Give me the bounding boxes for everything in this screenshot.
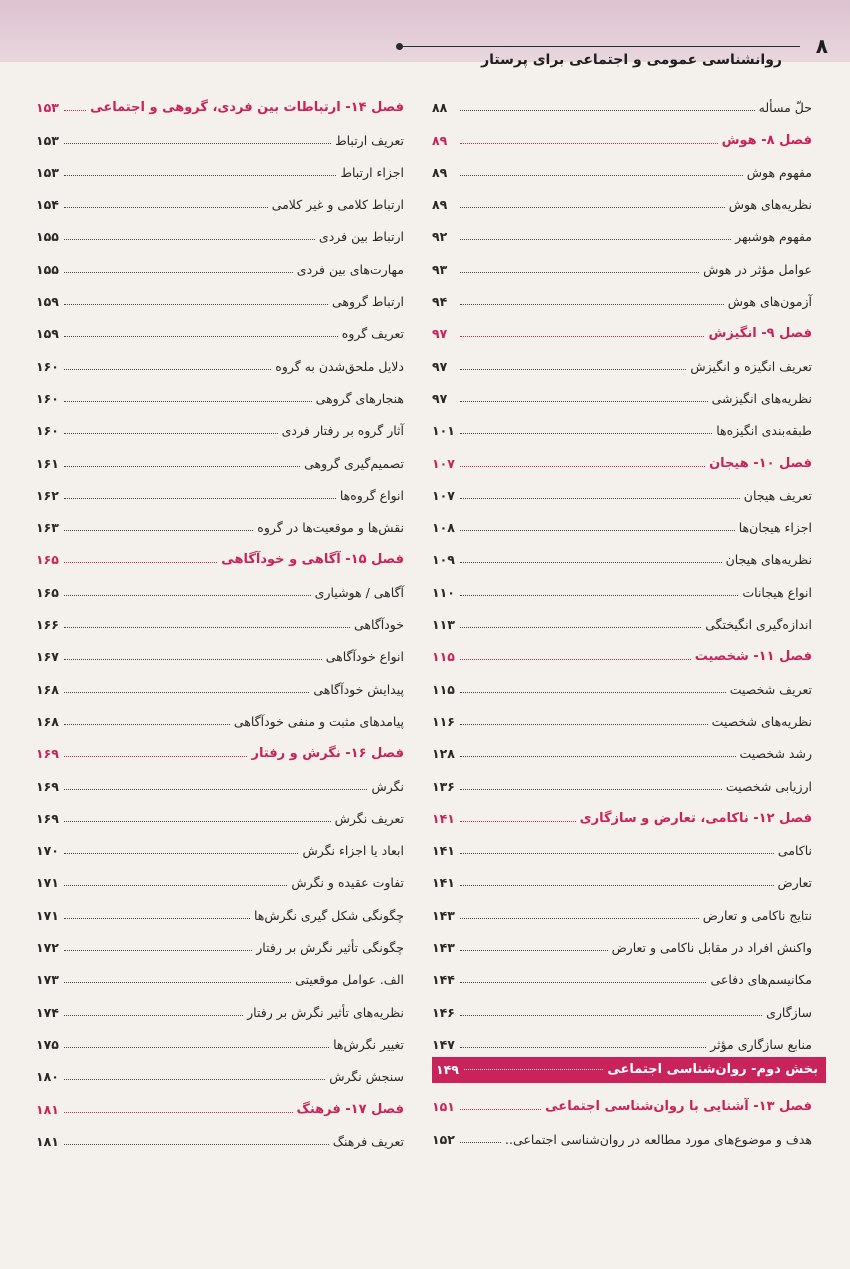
toc-entry-row[interactable] xyxy=(36,151,404,183)
dot-leader xyxy=(460,433,712,434)
dot-leader xyxy=(64,304,328,305)
toc-title: ارتباط کلامی و غیر کلامی xyxy=(271,197,404,213)
dot-leader xyxy=(64,756,247,757)
dot-leader xyxy=(460,239,731,240)
toc-entry-row[interactable] xyxy=(432,377,812,409)
toc-entry-row[interactable] xyxy=(432,506,812,538)
dot-leader xyxy=(64,692,309,693)
toc-title: چگونگی تأثیر نگرش بر رفتار xyxy=(256,940,404,956)
dot-leader xyxy=(460,659,691,660)
dot-leader xyxy=(64,821,331,822)
toc-title: نقش‌ها و موقعیت‌ها در گروه xyxy=(257,520,404,536)
dot-leader xyxy=(460,562,722,563)
toc-title: نگرش xyxy=(371,778,404,794)
toc-page-number: ۱۰۷ xyxy=(432,487,455,503)
dot-leader xyxy=(64,433,278,434)
dot-leader xyxy=(464,1069,603,1070)
toc-page-number: ۱۷۰ xyxy=(36,843,59,859)
toc-entry-row[interactable] xyxy=(36,474,404,506)
toc-entry-row[interactable] xyxy=(36,893,404,925)
dot-leader xyxy=(64,562,217,563)
toc-chapter-row[interactable] xyxy=(36,86,404,118)
toc-page-number: ۱۳۶ xyxy=(432,778,455,794)
toc-chapter-row[interactable] xyxy=(432,1085,812,1117)
toc-page-number: ۱۶۲ xyxy=(36,487,59,503)
toc-entry-row[interactable] xyxy=(432,764,812,796)
toc-entry-row[interactable] xyxy=(432,151,812,183)
toc-page-number: ۱۶۸ xyxy=(36,713,59,729)
dot-leader xyxy=(460,950,608,951)
dot-leader xyxy=(460,1047,706,1048)
toc-entry-row[interactable] xyxy=(36,1023,404,1055)
toc-entry-row[interactable] xyxy=(432,280,812,312)
toc-title: فصل ۱۲- ناکامی، تعارض و سازگاری xyxy=(579,810,812,826)
toc-page-number: ۱۵۴ xyxy=(36,197,59,213)
toc-entry-row[interactable] xyxy=(36,829,404,861)
dot-leader xyxy=(460,369,686,370)
toc-page-number: ۱۶۰ xyxy=(36,423,59,439)
page-number: ۸ xyxy=(815,34,828,58)
toc-section-row[interactable] xyxy=(432,1057,826,1083)
toc-entry-row[interactable] xyxy=(36,797,404,829)
dot-leader xyxy=(64,336,338,337)
toc-title: آگاهی / هوشیاری xyxy=(314,584,404,600)
toc-title: حلّ مسأله xyxy=(758,100,812,116)
toc-entry-row[interactable] xyxy=(432,732,812,764)
dot-leader xyxy=(460,1142,501,1143)
toc-title: مکانیسم‌های دفاعی xyxy=(710,972,812,988)
toc-page-number: ۱۴۳ xyxy=(432,940,455,956)
dot-leader xyxy=(460,498,740,499)
toc-title: تعریف انگیزه و انگیزش xyxy=(690,358,812,374)
page-header xyxy=(0,36,850,80)
toc-page-number: ۱۱۵ xyxy=(432,649,455,665)
toc-entry-row[interactable] xyxy=(36,764,404,796)
toc-entry-row[interactable] xyxy=(36,1055,404,1087)
dot-leader xyxy=(64,982,291,983)
dot-leader xyxy=(64,1047,329,1048)
toc-title: پیدایش خودآگاهی xyxy=(313,681,404,697)
toc-page-number: ۱۴۷ xyxy=(432,1036,455,1052)
toc-title: بخش دوم- روان‌شناسی اجتماعی xyxy=(607,1062,818,1078)
dot-leader xyxy=(64,143,331,144)
dot-leader xyxy=(460,692,726,693)
toc-entry-row[interactable] xyxy=(36,377,404,409)
toc-title: فصل ۱۵- آگاهی و خودآگاهی xyxy=(221,552,404,568)
dot-leader xyxy=(64,1015,243,1016)
dot-leader xyxy=(460,789,722,790)
toc-page-number: ۱۱۵ xyxy=(432,681,455,697)
toc-title: نظریه‌های تأثیر نگرش بر رفتار xyxy=(247,1004,404,1020)
dot-leader xyxy=(64,724,230,725)
toc-title: فصل ۱۰- هیجان xyxy=(709,455,812,471)
toc-title: تغییر نگرش‌ها xyxy=(333,1036,404,1052)
dot-leader xyxy=(460,982,706,983)
toc-title: نظریه‌های هیجان xyxy=(725,552,812,568)
toc-entry-row[interactable] xyxy=(36,667,404,699)
toc-title: انواع گروه‌ها xyxy=(339,487,404,503)
toc-page-number: ۱۵۳ xyxy=(36,164,59,180)
toc-page-number: ۱۴۴ xyxy=(432,972,455,988)
toc-title: فصل ۱۳- آشنایی با روان‌شناسی اجتماعی xyxy=(545,1099,812,1115)
toc-chapter-row[interactable] xyxy=(36,538,404,570)
dot-leader xyxy=(460,466,705,467)
toc-left-column xyxy=(36,86,404,1152)
toc-title: ارتباط گروهی xyxy=(332,294,404,310)
dot-leader xyxy=(460,853,774,854)
toc-page-number: ۱۶۱ xyxy=(36,455,59,471)
toc-entry-row[interactable] xyxy=(36,1120,404,1152)
toc-page-number: ۱۰۱ xyxy=(432,423,455,439)
toc-entry-row[interactable] xyxy=(36,603,404,635)
toc-page-number: ۱۵۳ xyxy=(36,132,59,148)
toc-entry-row[interactable] xyxy=(432,183,812,215)
toc-entry-row[interactable] xyxy=(432,247,812,279)
toc-page-number: ۱۶۰ xyxy=(36,390,59,406)
toc-entry-row[interactable] xyxy=(36,409,404,441)
toc-page-number: ۱۱۶ xyxy=(432,713,455,729)
toc-page-number: ۱۶۹ xyxy=(36,778,59,794)
toc-title: تصمیم‌گیری گروهی xyxy=(304,455,404,471)
dot-leader xyxy=(460,401,708,402)
toc-page-number: ۱۴۳ xyxy=(432,907,455,923)
dot-leader xyxy=(64,239,315,240)
dot-leader xyxy=(64,595,311,596)
toc-page-number: ۱۵۵ xyxy=(36,229,59,245)
toc-title: تعریف ارتباط xyxy=(335,132,404,148)
toc-page-number: ۱۷۲ xyxy=(36,940,59,956)
dot-leader xyxy=(460,885,774,886)
toc-title: نظریه‌های شخصیت xyxy=(711,713,812,729)
toc-page-number: ۱۶۶ xyxy=(36,617,59,633)
dot-leader xyxy=(64,918,250,919)
toc-page-number: ۸۹ xyxy=(432,197,448,213)
toc-page-number: ۱۵۹ xyxy=(36,294,59,310)
toc-page-number: ۹۷ xyxy=(432,326,448,342)
toc-title: فصل ۹- انگیزش xyxy=(708,326,812,342)
toc-page-number: ۱۶۹ xyxy=(36,746,59,762)
toc-chapter-row[interactable] xyxy=(432,635,812,667)
toc-page-number: ۱۴۹ xyxy=(436,1062,459,1078)
toc-title: چگونگی شکل گیری نگرش‌ها xyxy=(254,907,404,923)
toc-title: هدف و موضوع‌های مورد مطالعه در روان‌شناسی اجتماعی.. xyxy=(505,1131,812,1147)
toc-page-number: ۱۵۳ xyxy=(36,100,59,116)
toc-page-number: ۱۵۱ xyxy=(432,1099,455,1115)
toc-page-number: ۱۴۱ xyxy=(432,875,455,891)
toc-page-number: ۱۸۱ xyxy=(36,1133,59,1149)
toc-chapter-row[interactable] xyxy=(432,797,812,829)
toc-page-number: ۱۰۸ xyxy=(432,520,455,536)
toc-entry-row[interactable] xyxy=(432,958,812,990)
dot-leader xyxy=(460,627,701,628)
toc-chapter-row[interactable] xyxy=(432,118,812,150)
dot-leader xyxy=(460,1015,762,1016)
dot-leader xyxy=(460,530,735,531)
toc-title: انواع هیجانات xyxy=(742,584,812,600)
toc-entry-row[interactable] xyxy=(36,118,404,150)
dot-leader xyxy=(64,853,298,854)
toc-chapter-row[interactable] xyxy=(432,312,812,344)
header-dot xyxy=(396,43,403,50)
book-title: روانشناسی عمومی و اجتماعی برای پرستار xyxy=(481,52,782,68)
toc-page-number: ۱۰۹ xyxy=(432,552,455,568)
toc-entry-row[interactable] xyxy=(36,958,404,990)
toc-title: پیامدهای مثبت و منفی خودآگاهی xyxy=(233,713,404,729)
toc-page-number: ۹۳ xyxy=(432,261,448,277)
toc-entry-row[interactable] xyxy=(432,344,812,376)
toc-page-number: ۱۴۱ xyxy=(432,843,455,859)
dot-leader xyxy=(64,466,300,467)
dot-leader xyxy=(460,110,755,111)
toc-chapter-row[interactable] xyxy=(432,441,812,473)
toc-entry-row[interactable] xyxy=(432,861,812,893)
dot-leader xyxy=(64,272,293,273)
toc-title: مهارت‌های بین فردی xyxy=(296,261,404,277)
toc-title: فصل ۱۱- شخصیت xyxy=(694,649,812,665)
dot-leader xyxy=(460,175,743,176)
toc-page-number: ۱۶۸ xyxy=(36,681,59,697)
toc-title: ناکامی xyxy=(777,843,812,859)
toc-entry-row[interactable] xyxy=(36,344,404,376)
dot-leader xyxy=(460,724,708,725)
toc-page-number: ۱۱۳ xyxy=(432,617,455,633)
toc-entry-row[interactable] xyxy=(432,700,812,732)
toc-entry-row[interactable] xyxy=(36,441,404,473)
toc-title: فصل ۱۶- نگرش و رفتار xyxy=(251,746,404,762)
toc-page-number: ۱۶۵ xyxy=(36,552,59,568)
toc-entry-row[interactable] xyxy=(432,86,812,118)
toc-chapter-row[interactable] xyxy=(36,732,404,764)
toc-page-number: ۱۷۴ xyxy=(36,1004,59,1020)
toc-title: مفهوم هوشبهر xyxy=(735,229,812,245)
toc-title: تعریف فرهنگ xyxy=(332,1133,404,1149)
toc-page-number: ۱۲۸ xyxy=(432,746,455,762)
toc-title: دلایل ملحق‌شدن به گروه xyxy=(275,358,404,374)
toc-entry-row[interactable] xyxy=(432,409,812,441)
dot-leader xyxy=(460,1109,541,1110)
dot-leader xyxy=(64,659,322,660)
toc-title: خودآگاهی xyxy=(354,617,404,633)
toc-entry-row[interactable] xyxy=(432,893,812,925)
toc-page-number: ۱۶۷ xyxy=(36,649,59,665)
toc-page-number: ۱۰۷ xyxy=(432,455,455,471)
toc-page-number: ۹۲ xyxy=(432,229,448,245)
toc-page-number: ۸۹ xyxy=(432,164,448,180)
toc-entry-row[interactable] xyxy=(36,280,404,312)
dot-leader xyxy=(64,885,287,886)
toc-title: طبقه‌بندی انگیزه‌ها xyxy=(716,423,812,439)
toc-entry-row[interactable] xyxy=(432,538,812,570)
toc-title: الف. عوامل موقعیتی xyxy=(295,972,404,988)
toc-entry-row[interactable] xyxy=(36,700,404,732)
toc-page-number: ۱۷۱ xyxy=(36,907,59,923)
toc-title: هنجارهای گروهی xyxy=(315,390,404,406)
toc-page-number: ۱۷۳ xyxy=(36,972,59,988)
toc-page-number: ۱۶۹ xyxy=(36,810,59,826)
toc-entry-row[interactable] xyxy=(432,1117,812,1149)
toc-page-number: ۹۷ xyxy=(432,390,448,406)
toc-page-number: ۱۷۱ xyxy=(36,875,59,891)
toc-title: تعریف شخصیت xyxy=(729,681,812,697)
toc-entry-row[interactable] xyxy=(432,990,812,1022)
toc-entry-row[interactable] xyxy=(36,861,404,893)
toc-title: انواع خودآگاهی xyxy=(325,649,404,665)
toc-entry-row[interactable] xyxy=(432,926,812,958)
toc-entry-row[interactable] xyxy=(432,474,812,506)
toc-title: تفاوت عقیده و نگرش xyxy=(291,875,404,891)
toc-title: اجزاء هیجان‌ها xyxy=(738,520,812,536)
dot-leader xyxy=(64,1144,329,1145)
toc-page-number: ۱۴۶ xyxy=(432,1004,455,1020)
toc-title: ابعاد یا اجزاء نگرش xyxy=(302,843,404,859)
toc-title: تعریف هیجان xyxy=(743,487,812,503)
toc-page-number: ۱۸۰ xyxy=(36,1069,59,1085)
toc-title: اجزاء ارتباط xyxy=(340,164,404,180)
toc-page-number: ۱۶۵ xyxy=(36,584,59,600)
dot-leader xyxy=(64,369,271,370)
toc-title: آزمون‌های هوش xyxy=(727,294,812,310)
toc-page-number: ۱۵۲ xyxy=(432,1131,455,1147)
toc-page-number: ۱۵۵ xyxy=(36,261,59,277)
toc-title: واکنش افراد در مقابل ناکامی و تعارض xyxy=(611,940,812,956)
toc-title: آثار گروه بر رفتار فردی xyxy=(281,423,404,439)
dot-leader xyxy=(64,175,336,176)
dot-leader xyxy=(64,498,336,499)
toc-page-number: ۹۷ xyxy=(432,358,448,374)
dot-leader xyxy=(460,756,736,757)
toc-entry-row[interactable] xyxy=(432,829,812,861)
dot-leader xyxy=(460,272,699,273)
dot-leader xyxy=(64,950,252,951)
dot-leader xyxy=(460,304,724,305)
toc-title: سازگاری xyxy=(766,1004,812,1020)
toc-entry-row[interactable] xyxy=(432,603,812,635)
toc-page-number: ۸۹ xyxy=(432,132,448,148)
toc-title: ارزیابی شخصیت xyxy=(725,778,812,794)
toc-title: سنجش نگرش xyxy=(329,1069,404,1085)
toc-page-number: ۱۶۰ xyxy=(36,358,59,374)
dot-leader xyxy=(460,918,699,919)
toc-entry-row[interactable] xyxy=(432,1023,812,1055)
dot-leader xyxy=(460,336,704,337)
toc-title: تعارض xyxy=(777,875,812,891)
toc-title: رشد شخصیت xyxy=(739,746,812,762)
dot-leader xyxy=(64,627,350,628)
toc-title: نظریه‌های هوش xyxy=(728,197,812,213)
dot-leader xyxy=(64,110,86,111)
toc-page-number: ۸۸ xyxy=(432,100,448,116)
dot-leader xyxy=(64,530,253,531)
toc-page-number: ۱۶۳ xyxy=(36,520,59,536)
toc-page-number: ۱۱۰ xyxy=(432,584,455,600)
toc-entry-row[interactable] xyxy=(36,570,404,602)
toc-entry-row[interactable] xyxy=(432,215,812,247)
toc-title: تعریف نگرش xyxy=(334,810,404,826)
dot-leader xyxy=(64,1079,325,1080)
toc-page-number: ۱۴۱ xyxy=(432,810,455,826)
toc-page-number: ۱۵۹ xyxy=(36,326,59,342)
toc-entry-row[interactable] xyxy=(36,635,404,667)
toc-title: نظریه‌های انگیزشی xyxy=(711,390,812,406)
toc-entry-row[interactable] xyxy=(36,312,404,344)
toc-entry-row[interactable] xyxy=(36,183,404,215)
toc-title: فصل ۸- هوش xyxy=(721,132,812,148)
dot-leader xyxy=(460,595,738,596)
toc-title: ارتباط بین فردی xyxy=(318,229,404,245)
toc-entry-row[interactable] xyxy=(36,247,404,279)
toc-entry-row[interactable] xyxy=(432,570,812,602)
toc-title: منابع سازگاری مؤثر xyxy=(710,1036,812,1052)
toc-entry-row[interactable] xyxy=(36,926,404,958)
toc-title: فصل ۱۷- فرهنگ xyxy=(296,1101,404,1117)
toc-entry-row[interactable] xyxy=(432,667,812,699)
dot-leader xyxy=(64,1112,293,1113)
dot-leader xyxy=(460,143,718,144)
dot-leader xyxy=(64,789,367,790)
toc-title: نتایج ناکامی و تعارض xyxy=(702,907,812,923)
toc-title: تعریف گروه xyxy=(341,326,404,342)
toc-title: عوامل مؤثر در هوش xyxy=(703,261,812,277)
toc-page-number: ۹۴ xyxy=(432,294,448,310)
toc-title: فصل ۱۴- ارتباطات بین فردی، گروهی و اجتماعی xyxy=(90,100,404,116)
dot-leader xyxy=(64,401,312,402)
toc-right-column xyxy=(432,86,818,1150)
toc-page-number: ۱۷۵ xyxy=(36,1036,59,1052)
toc-chapter-row[interactable] xyxy=(36,1087,404,1119)
dot-leader xyxy=(64,207,268,208)
toc-title: مفهوم هوش xyxy=(746,164,812,180)
toc-entry-row[interactable] xyxy=(36,506,404,538)
toc-title: اندازه‌گیری انگیختگی xyxy=(705,617,812,633)
toc-entry-row[interactable] xyxy=(36,990,404,1022)
toc-entry-row[interactable] xyxy=(36,215,404,247)
header-rule xyxy=(400,46,800,47)
dot-leader xyxy=(460,207,725,208)
dot-leader xyxy=(460,821,576,822)
toc-page-number: ۱۸۱ xyxy=(36,1101,59,1117)
